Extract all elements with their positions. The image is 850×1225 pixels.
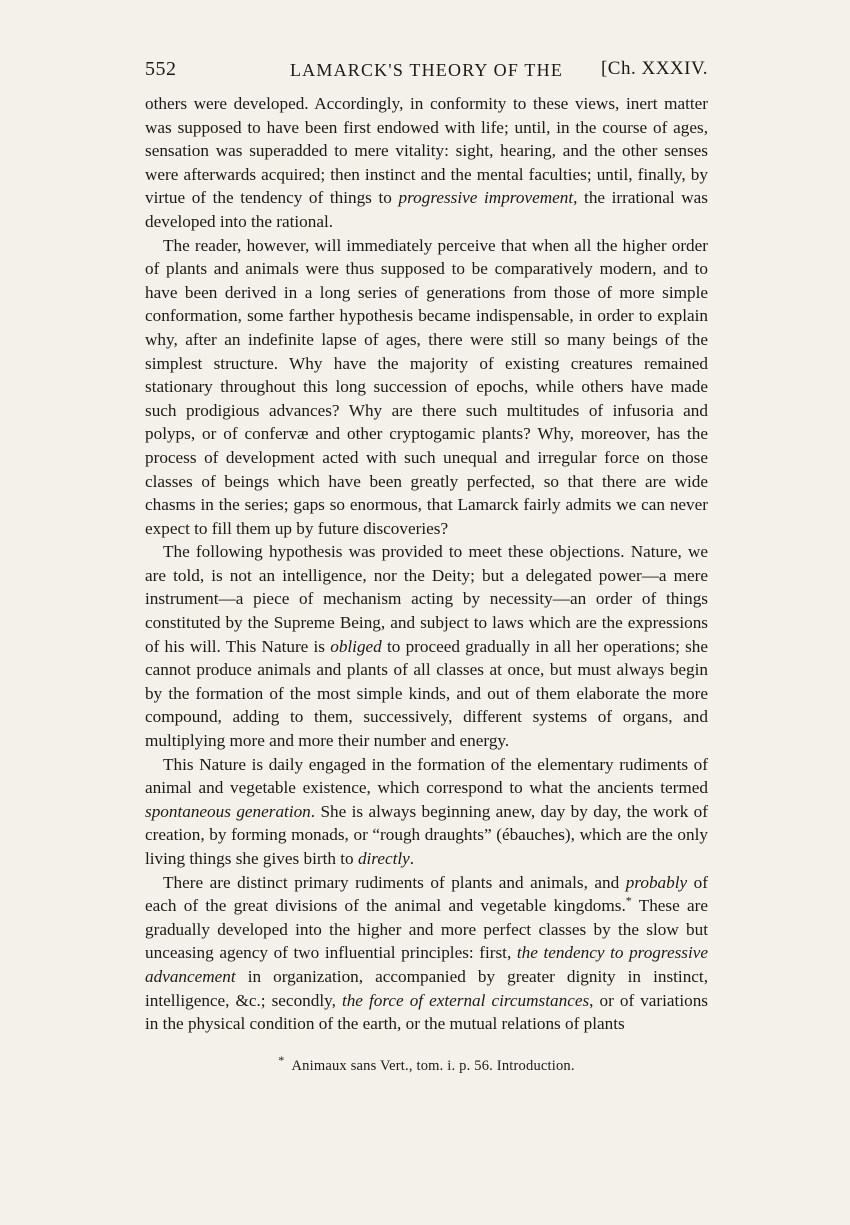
- running-head: [145, 58, 708, 92]
- italic-phrase: the force of external circumstances: [341, 990, 590, 1010]
- paragraph: [145, 540, 708, 752]
- text-run: This Nature is daily engaged in the formation of the elementary rudiments of animal and vegetable existence, which correspond to what the ancients termed: [145, 754, 708, 798]
- paragraph: [145, 234, 708, 541]
- body-text: [145, 92, 708, 1036]
- italic-phrase: obliged: [330, 636, 382, 656]
- italic-phrase: probably: [625, 872, 688, 892]
- paragraph: [145, 871, 708, 1036]
- running-title: LAMARCK'S THEORY OF THE: [289, 60, 564, 80]
- text-run: The following hypothesis was provided to meet these objections. Nature, we are told, is not an intelligence, nor the Deity; but a delegated power—a mere instrument—a piece of mechanism acting by necessity—an order of things constituted by the Supreme Being, and subject to laws which are the expressions of his will. This Nature is: [145, 542, 708, 656]
- italic-phrase: directly: [357, 849, 410, 868]
- footnote-text: Animaux sans Vert., tom. i. p. 56. Introduction.: [291, 1057, 575, 1074]
- footnote: [145, 1052, 708, 1075]
- text-run: .: [409, 849, 415, 868]
- paragraph: [145, 753, 708, 871]
- text-run: to proceed gradually in all her operations; she cannot produce animals and plants of all classes at once, but must always begin by the formation of the most simple kinds, and out of them elaborate the more compound, adding to them, successively, different systems of organs, and multiplying more and more their number and energy.: [145, 636, 708, 751]
- footnote-reference: *: [625, 893, 632, 908]
- text-run: These are gradually developed into the higher and more perfect classes by the slow but unceasing agency of two influential principles: first,: [145, 896, 708, 963]
- text-run: in organization, accompanied by greater dignity in instinct, intelligence, &c.; secondly,: [145, 966, 708, 1010]
- italic-phrase: the tendency to progressive advancement: [145, 943, 708, 986]
- italic-phrase: progressive improvement: [398, 188, 574, 208]
- paragraph: [145, 92, 708, 234]
- text-run: , or of variations in the physical condition of the earth, or the mutual relations of plants: [145, 990, 708, 1034]
- page-number: 552: [145, 58, 177, 80]
- footnote-mark: *: [278, 1052, 285, 1067]
- chapter-label: [Ch. XXXIV.: [600, 58, 708, 79]
- text-run: . She is always beginning anew, day by day, the work of creation, by forming monads, or “rough draughts” (ébauches), which are the only living things she gives birth to: [145, 801, 708, 868]
- text-run: There are distinct primary rudiments of plants and animals, and: [163, 872, 626, 892]
- text-run: others were developed. Accordingly, in conformity to these views, inert matter was supposed to have been first endowed with life; until, in the course of ages, sensation was superadded to mere vitality: sight, hearing, and the other senses were afterwards acquired; then instinct and the mental faculties; until, finally, by virtue of the tendency of things to: [145, 94, 708, 208]
- text-run: The reader, however, will immediately perceive that when all the higher order of plants and animals were thus supposed to be comparatively modern, and to have been derived in a long series of generations from those of more simple conformation, some farther hypothesis became indispensable, in order to explain why, after an indefinite lapse of ages, there were still so many beings of the simplest structure. Why have the majority of existing creatures remained stationary throughout this long succession of epochs, while others have made such prodigious advances? Why are there such multitudes of infusoria and polyps, or of confervæ and other cryptogamic plants? Why, moreover, has the process of development acted with such unequal and irregular force on those classes of beings which have been greatly perfected, so that there are wide chasms in the series; gaps so enormous, that Lamarck fairly admits we can never expect to fill them up by future discoveries?: [145, 235, 708, 538]
- text-run: , the irrational was developed into the rational.: [145, 188, 708, 231]
- italic-phrase: spontaneous generation: [145, 801, 311, 821]
- text-run: of each of the great divisions of the animal and vegetable kingdoms.: [145, 872, 708, 916]
